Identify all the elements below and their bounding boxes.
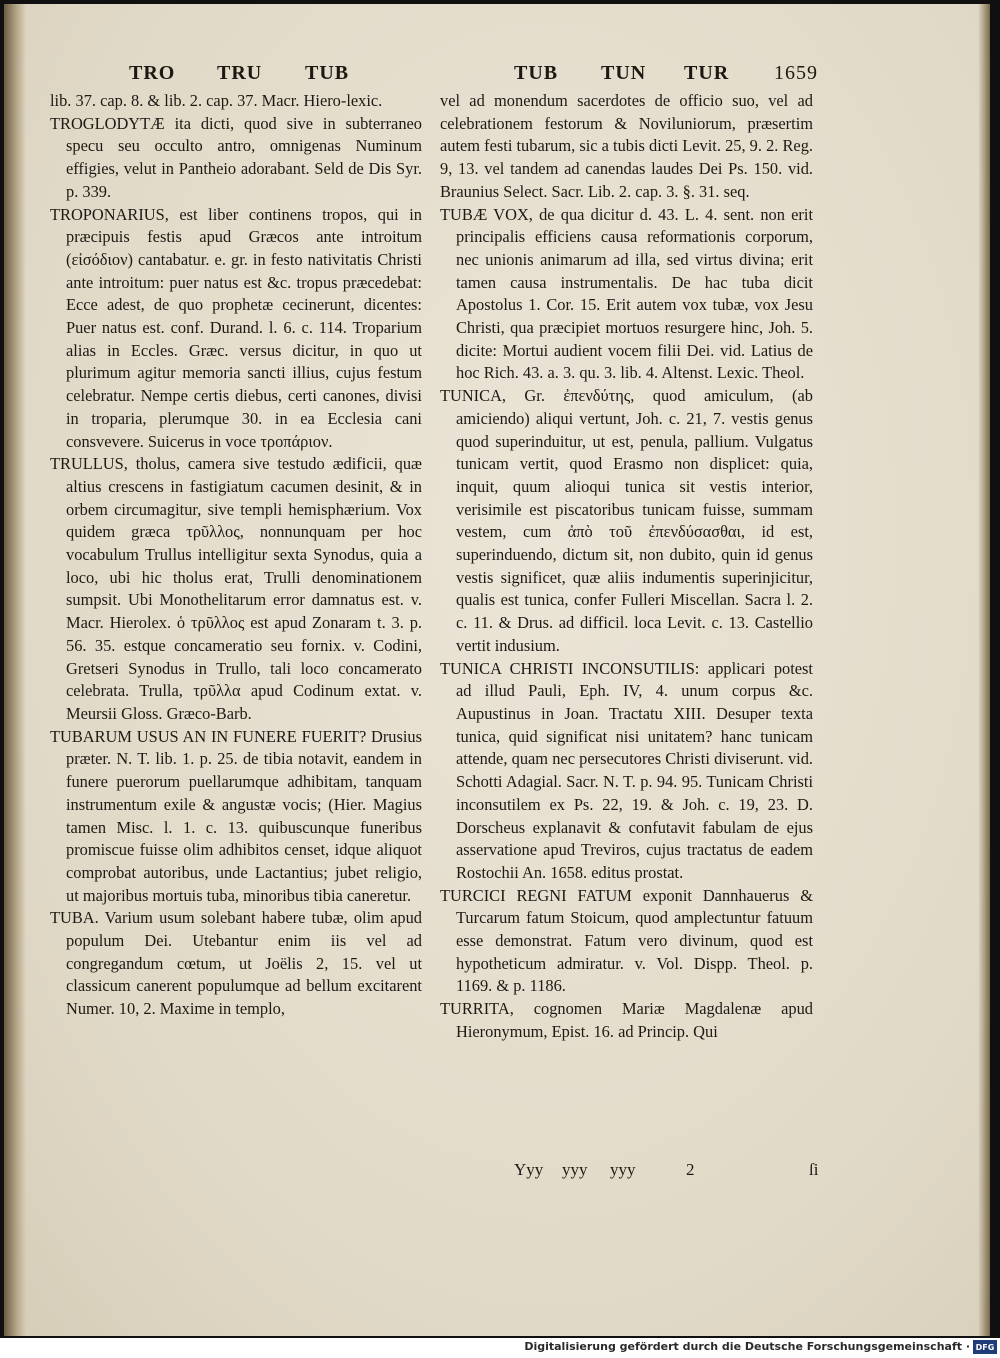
right-column [440, 90, 813, 1044]
entry-continuation: lib. 37. cap. 8. & lib. 2. cap. 37. Macr. Hiero-lexic. [50, 91, 383, 110]
page-spine-shadow [4, 4, 26, 1336]
entry-tubarum-usus: TUBARUM USUS AN IN FUNERE FUERIT? Drusius præter. N. T. lib. 1. p. 25. de tibia notavit, eandem in funere puerorum puellarumque adhibitam, tanquam instrumentum exile & angustæ vocis; (Hier. Magius tamen Misc. l. 1. c. 13. quibuscunque funeribus promiscue fuisse olim adhibitos censet, idque aliquot comprobat autoribus, unde Lactantius; jubet religio, ut majoribus mortuis tuba, minoribus tibia caneretur. [50, 726, 422, 905]
running-header [129, 62, 935, 92]
header-left-2: TRU [217, 62, 263, 84]
entry-troglodytae: TROGLODYTÆ ita dicti, quod sive in subterraneo specu seu occulto antro, omnigenas Numinum effigies, velut in Pantheio adorabant. Seld de Dis Syr. p. 339. [50, 113, 422, 201]
signature-part-2: yyy [562, 1160, 588, 1179]
entry-tubae-vox: TUBÆ VOX, de qua dicitur d. 43. L. 4. sent. non erit principalis efficiens causa reformationis corporum, nec unionis animarum ad illa, sed virtus divina; erit tamen causa instrumentalis. De hac tuba dicit Apostolus 1. Cor. 15. Erit autem vox tubæ, vox Jesu Christi, qua præcipiet mortuos resurgere hinc, Joh. 5. dicite: Mortui audient vocem filii Dei. vid. Latius de hoc Rich. 43. a. 3. qu. 3. lib. 4. Altenst. Lexic. Theol. [440, 204, 813, 383]
entry-turcici-regni: TURCICI REGNI FATUM exponit Dannhauerus & Turcarum fatum Stoicum, quod amplectuntur fatuum esse demonstrat. Fatum vero divinum, quod est hypotheticum admiratur. v. Vol. Dispp. Theol. p. 1169. & p. 1186. [440, 885, 813, 996]
book-page [4, 4, 990, 1336]
page-edge-shadow [978, 4, 990, 1336]
signature-part-1: Yyy [514, 1160, 544, 1179]
left-column [50, 90, 422, 1021]
header-left-1: TRO [129, 62, 176, 84]
signature-part-3: yyy [610, 1160, 636, 1179]
funding-credit: Digitalisierung gefördert durch die Deutsche Forschungsgemeinschaft · [524, 1340, 970, 1353]
entry-tunica: TUNICA, Gr. ἐπενδύτης, quod amiculum, (ab amiciendo) aliqui vertunt, Joh. c. 21, 7. vestis genus quod superinduitur, ut est, penula, pallium. Vulgatus tunicam vertit, quod Erasmo non displicet: quia, inquit, quum alioqui tunica sit vestis interior, verisimile est piscatoribus tunicam fuisse, summam vestem, cum ἀπὸ τοῦ ἐπενδύσασθαι, id est, superinduendo, dictum sit, non dubito, quin id genus vestis significet, quæ aliis indumentis superinjicitur, qualis est tunica, confer Fulleri Miscellan. Sacra l. 2. c. 11. & Drus. ad difficil. loca Levit. c. 13. Castellio vertit indusium. [440, 386, 813, 655]
entry-turrita: TURRITA, cognomen Mariæ Magdalenæ apud Hieronymum, Epist. 16. ad Princip. Qui [440, 999, 813, 1041]
entry-trullus: TRULLUS, tholus, camera sive testudo ædificii, quæ altius crescens in fastigiatum cacumen desinit, & in orbem circumagitur, sive templi hemisphærium. Vox quidem græca τρῦλλος, nonnunquam per hoc vocabulum Trullus intelligitur sexta Synodus, quia a loco, ubi hic tholus erat, Trulli denominationem sumpsit. Ubi Monothelitarum error damnatus est. v. Macr. Hierolex. ὁ τρῦλλος est apud Zonaram t. 3. p. 56. 35. estque concameratio seu fornix. v. Codini, Gretseri Synodus in Trullo, tali loco concamerato celebrata. Trulla, τρῦλλα apud Codinum extat. v. Meursii Gloss. Græco-Barb. [50, 454, 422, 723]
entry-tuba: TUBA. Varium usum solebant habere tubæ, olim apud populum Dei. Utebantur enim iis vel ad congregandum cœtum, ut Joëlis 2, 15. vel ut classicum canerent populumque ad bellum excitarent Numer. 10, 2. Maxime in templo, [50, 908, 422, 1019]
catchword: ſi [809, 1160, 819, 1179]
entry-tuba-continuation: vel ad monendum sacerdotes de officio suo, vel ad celebrationem festorum & Noviluniorum, præsertim autem festi tubarum, sic a tubis dicti Levit. 25, 9. 2. Reg. 9, 13. vel tandem ad canendas laudes Dei Ps. 150. vid. Braunius Select. Sacr. Lib. 2. cap. 3. §. 31. seq. [440, 91, 813, 201]
signature-part-4: 2 [686, 1160, 695, 1179]
header-right-2: TUN [601, 62, 647, 84]
page-number: 1659 [774, 62, 818, 84]
header-left-3: TUB [305, 62, 350, 84]
dfg-logo-icon: DFG [973, 1340, 997, 1354]
entry-tunica-christi: TUNICA CHRISTI INCONSUTILIS: applicari potest ad illud Pauli, Eph. IV, 4. unum corpus &c. Aupustinus in Joan. Tractatu XIII. Desuper texta tunica, quid significat nisi unitatem? hanc tunicam attende, quam nec persecutores Christi diviserunt. vid. Schotti Adagial. Sacr. N. T. p. 94. 95. Tunicam Christi inconsutilem ex Ps. 22, 19. & Joh. c. 19, 23. D. Dorscheus explanavit & confutavit fabulam de ejus asservatione apud Treviros, cujus tractatus de eadem Rostochii An. 1658. editus prostat. [440, 658, 813, 882]
header-right-3: TUR [684, 62, 730, 84]
entry-troponarius: TROPONARIUS, est liber continens tropos, qui in præcipuis festis apud Græcos ante introitum (εἰσόδιον) cantabatur. e. gr. in festo nativitatis Christi ante introitum: puer natus est &c. tropus præcedebat: Ecce adest, de quo prophetæ cecinerunt, dicentes: Puer natus est. conf. Durand. l. 6. c. 114. Troparium alias in Eccles. Græc. versus dicitur, in quo ut plurimum agitur memoria sancti illius, cujus festum celebratur. Nempe certis diebus, certi canones, divisi in troparia, plerumque 30. in ea Ecclesia cani consvevere. Suicerus in voce τροπάριον. [50, 204, 422, 451]
credit-bar [0, 1338, 1000, 1358]
header-right-1: TUB [514, 62, 559, 84]
